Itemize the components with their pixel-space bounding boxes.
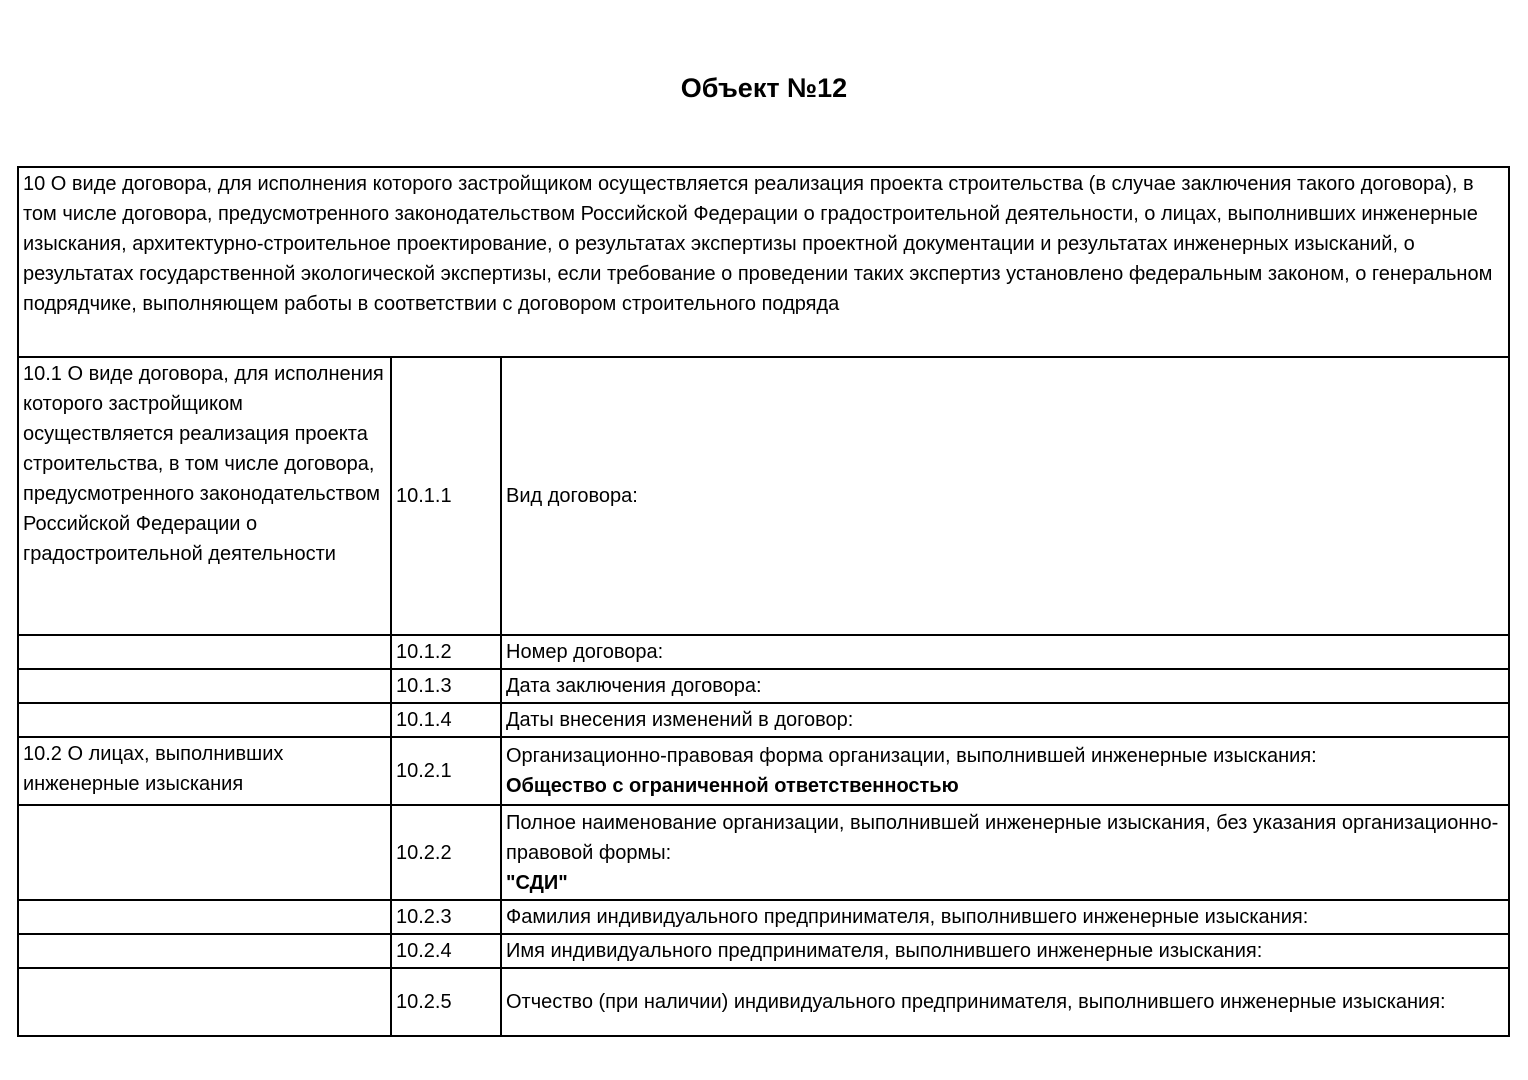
group-label-empty xyxy=(18,703,391,737)
group-label-empty xyxy=(18,900,391,934)
item-code-10-1-4: 10.1.4 xyxy=(391,703,501,737)
section-10-header-row xyxy=(18,167,1509,357)
section-10-header-text: 10 О виде договора, для исполнения которого застройщиком осуществляется реализация проекта строительства (в случае заключения такого договора), в том числе договора, предусмотренного законодательством Российской Федерации о градостроительной деятельности, о лицах, выполнивших инженерные изыскания, архитектурно-строительное проектирование, о результатах экспертизы проектной документации и результатах инженерных изысканий, о результатах государственной экологической экспертизы, если требование о проведении таких экспертиз установлено федеральным законом, о генеральном подрядчике, выполняющем работы в соответствии с договором строительного подряда xyxy=(18,167,1509,357)
item-code-10-2-3: 10.2.3 xyxy=(391,900,501,934)
content-cell-10-2-2 xyxy=(501,805,1509,900)
item-code-10-2-1: 10.2.1 xyxy=(391,737,501,805)
content-cell-10-1-4 xyxy=(501,703,1509,737)
row-10-2-2 xyxy=(18,805,1509,900)
group-label-empty xyxy=(18,635,391,669)
item-code-10-2-4: 10.2.4 xyxy=(391,934,501,968)
item-code-10-1-3: 10.1.3 xyxy=(391,669,501,703)
item-label-10-1-2: Номер договора: xyxy=(506,641,664,663)
item-code-10-1-1: 10.1.1 xyxy=(391,357,501,635)
row-10-2-5 xyxy=(18,968,1509,1036)
item-label-10-2-2: Полное наименование организации, выполнившей инженерные изыскания, без указания организационно-правовой формы: xyxy=(506,811,1499,864)
item-code-10-2-2: 10.2.2 xyxy=(391,805,501,900)
item-label-10-2-1: Организационно-правовая форма организации, выполнившей инженерные изыскания: xyxy=(506,745,1317,767)
item-code-10-2-5: 10.2.5 xyxy=(391,968,501,1036)
item-code-10-1-2: 10.1.2 xyxy=(391,635,501,669)
content-cell-10-1-2 xyxy=(501,635,1509,669)
item-label-10-1-4: Даты внесения изменений в договор: xyxy=(506,709,854,731)
group-label-empty xyxy=(18,968,391,1036)
group-label-empty xyxy=(18,934,391,968)
declaration-table xyxy=(17,166,1510,1037)
item-label-10-2-4: Имя индивидуального предпринимателя, выполнившего инженерные изыскания: xyxy=(506,940,1263,962)
row-10-1-1 xyxy=(18,357,1509,635)
group-label-empty xyxy=(18,669,391,703)
group-label-10-2: 10.2 О лицах, выполнивших инженерные изыскания xyxy=(18,737,391,805)
content-cell-10-2-1 xyxy=(501,737,1509,805)
item-label-10-2-5: Отчество (при наличии) индивидуального предпринимателя, выполнившего инженерные изыскания: xyxy=(506,991,1446,1013)
content-cell-10-1-3 xyxy=(501,669,1509,703)
item-label-10-1-3: Дата заключения договора: xyxy=(506,675,762,697)
row-10-2-4 xyxy=(18,934,1509,968)
content-cell-10-2-4 xyxy=(501,934,1509,968)
row-10-2-1 xyxy=(18,737,1509,805)
row-10-1-2 xyxy=(18,635,1509,669)
row-10-1-3 xyxy=(18,669,1509,703)
content-cell-10-2-5 xyxy=(501,968,1509,1036)
group-label-10-1: 10.1 О виде договора, для исполнения которого застройщиком осуществляется реализация проекта строительства, в том числе договора, предусмотренного законодательством Российской Федерации о градостроительной деятельности xyxy=(18,357,391,635)
item-label-10-2-3: Фамилия индивидуального предпринимателя, выполнившего инженерные изыскания: xyxy=(506,906,1309,928)
item-label-10-1-1: Вид договора: xyxy=(506,485,638,507)
content-cell-10-1-1 xyxy=(501,357,1509,635)
page-title: Объект №12 xyxy=(680,73,848,103)
content-cell-10-2-3 xyxy=(501,900,1509,934)
row-10-2-3 xyxy=(18,900,1509,934)
item-value-10-2-1: Общество с ограниченной ответственностью xyxy=(506,775,959,797)
group-label-empty xyxy=(18,805,391,900)
item-value-10-2-2: "СДИ" xyxy=(506,871,568,894)
row-10-1-4 xyxy=(18,703,1509,737)
